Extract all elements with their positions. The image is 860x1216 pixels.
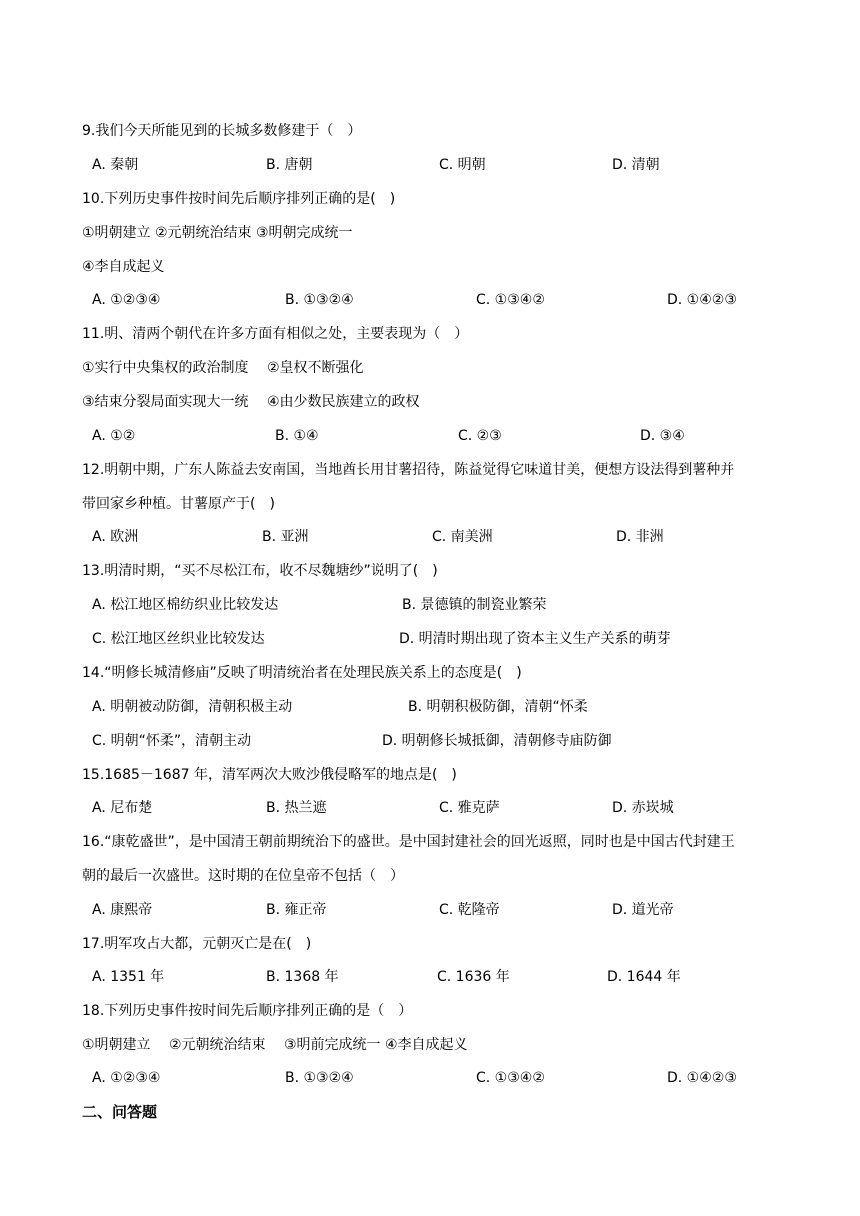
- question-14-option-c: C. 明朝“怀柔”，清朝主动: [92, 733, 252, 749]
- question-10-option-b: B. ①③②④: [285, 292, 354, 308]
- question-18-option-d: D. ①④②③: [667, 1070, 737, 1086]
- question-17-stem: 17.明军攻占大都，元朝灭亡是在( ): [82, 936, 312, 952]
- question-11-option-b: B. ①④: [275, 428, 319, 444]
- question-18-line-1: ①明朝建立 ②元朝统治结束 ③明前完成统一 ④李自成起义: [82, 1037, 468, 1053]
- question-12-option-b: B. 亚洲: [262, 529, 309, 545]
- question-16-stem-continued: 朝的最后一次盛世。这时期的在位皇帝不包括（ ）: [82, 868, 404, 884]
- question-13-option-c: C. 松江地区丝织业比较发达: [92, 631, 265, 647]
- question-17-option-b: B. 1368 年: [266, 969, 339, 985]
- question-17-option-a: A. 1351 年: [92, 969, 165, 985]
- question-11-stem: 11.明、清两个朝代在许多方面有相似之处，主要表现为（ ）: [82, 326, 469, 342]
- question-14-stem: 14.“明修长城清修庙”反映了明清统治者在处理民族关系上的态度是( ): [82, 665, 522, 681]
- question-11-option-a: A. ①②: [92, 428, 136, 444]
- question-12-option-d: D. 非洲: [616, 529, 664, 545]
- question-15-stem: 15.1685－1687 年，清军两次大败沙俄侵略军的地点是( ): [82, 767, 457, 783]
- question-9-option-a: A. 秦朝: [92, 157, 139, 173]
- question-10-option-d: D. ①④②③: [667, 292, 737, 308]
- question-13-option-d: D. 明清时期出现了资本主义生产关系的萌芽: [399, 631, 671, 647]
- question-11-option-d: D. ③④: [640, 428, 685, 444]
- question-17-option-d: D. 1644 年: [607, 969, 681, 985]
- question-16-option-d: D. 道光帝: [612, 902, 674, 918]
- question-16-option-b: B. 雍正帝: [266, 902, 327, 918]
- question-12-option-c: C. 南美洲: [432, 529, 493, 545]
- question-17-option-c: C. 1636 年: [437, 969, 510, 985]
- question-11-line-2: ③结束分裂局面实现大一统 ④由少数民族建立的政权: [82, 394, 420, 410]
- question-15-option-a: A. 尼布楚: [92, 800, 153, 816]
- question-10-line-1: ①明朝建立 ②元朝统治结束 ③明朝完成统一: [82, 225, 353, 241]
- question-14-option-d: D. 明朝修长城抵御，清朝修寺庙防御: [382, 733, 612, 749]
- question-13-stem: 13.明清时期，“买不尽松江布，收不尽魏塘纱”说明了( ): [82, 563, 438, 579]
- question-11-option-c: C. ②③: [458, 428, 502, 444]
- section-2-title: 二、问答题: [82, 1103, 158, 1121]
- question-15-option-c: C. 雅克萨: [439, 800, 500, 816]
- question-9-stem: 9.我们今天所能见到的长城多数修建于（ ）: [82, 123, 362, 139]
- question-14-option-a: A. 明朝被动防御，清朝积极主动: [92, 699, 293, 715]
- question-18-option-c: C. ①③④②: [476, 1070, 545, 1086]
- question-18-option-b: B. ①③②④: [285, 1070, 354, 1086]
- question-9-option-d: D. 清朝: [612, 157, 660, 173]
- question-14-option-b: B. 明朝积极防御，清朝“怀柔: [408, 699, 588, 715]
- question-13-option-b: B. 景德镇的制瓷业繁荣: [402, 597, 547, 613]
- question-13-option-a: A. 松江地区棉纺织业比较发达: [92, 597, 279, 613]
- question-10-line-2: ④李自成起义: [82, 259, 165, 275]
- question-15-option-d: D. 赤崁城: [612, 800, 674, 816]
- question-10-option-a: A. ①②③④: [92, 292, 161, 308]
- question-10-stem: 10.下列历史事件按时间先后顺序排列正确的是( ): [82, 191, 396, 207]
- question-16-option-a: A. 康熙帝: [92, 902, 153, 918]
- question-10-option-c: C. ①③④②: [476, 292, 545, 308]
- question-15-option-b: B. 热兰遮: [266, 800, 327, 816]
- question-18-stem: 18.下列历史事件按时间先后顺序排列正确的是（ ）: [82, 1003, 413, 1019]
- question-12-option-a: A. 欧洲: [92, 529, 139, 545]
- question-12-stem: 12.明朝中期，广东人陈益去安南国，当地酋长用甘薯招待，陈益觉得它味道甘美，便想方设法得到薯种并: [82, 462, 735, 478]
- question-18-option-a: A. ①②③④: [92, 1070, 161, 1086]
- question-16-option-c: C. 乾隆帝: [439, 902, 500, 918]
- question-16-stem: 16.“康乾盛世”，是中国清王朝前期统治下的盛世。是中国封建社会的回光返照，同时也是中国古代封建王: [82, 834, 735, 850]
- question-12-stem-continued: 带回家乡种植。甘薯原产于( ): [82, 496, 275, 512]
- question-9-option-b: B. 唐朝: [266, 157, 313, 173]
- question-9-option-c: C. 明朝: [439, 157, 486, 173]
- question-11-line-1: ①实行中央集权的政治制度 ②皇权不断强化: [82, 360, 364, 376]
